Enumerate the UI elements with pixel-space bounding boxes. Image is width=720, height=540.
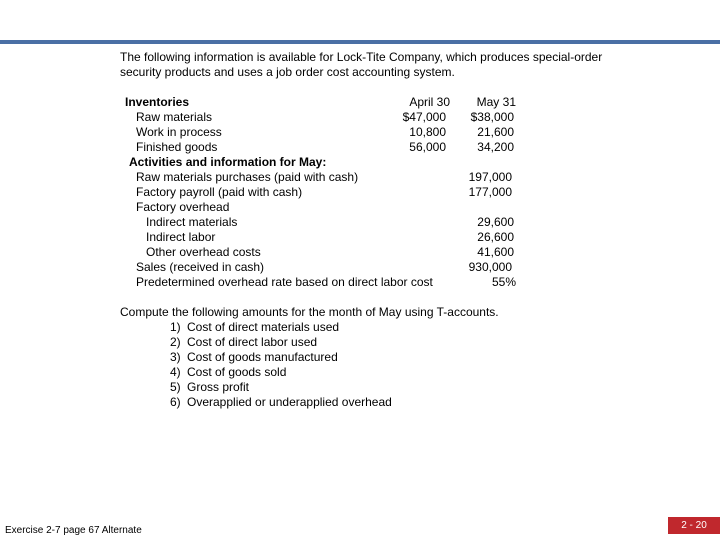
- compute-item-text: Cost of direct materials used: [187, 320, 340, 334]
- col-april-header: April 30: [409, 95, 450, 109]
- activities-heading: Activities and information for May:: [129, 155, 327, 169]
- inventory-may-raw-materials: $38,000: [470, 110, 514, 124]
- inventory-label-raw-materials: Raw materials: [136, 110, 213, 124]
- intro-line-2: security products and uses a job order cost accounting system.: [120, 65, 455, 79]
- compute-item-number: 6): [170, 395, 181, 409]
- activity-label-overhead-rate: Predetermined overhead rate based on direct labor cost: [136, 275, 433, 289]
- compute-item-number: 1): [170, 320, 181, 334]
- activity-value-sales: 930,000: [468, 260, 512, 274]
- activity-value-other-overhead: 41,600: [477, 245, 514, 259]
- compute-item-number: 2): [170, 335, 181, 349]
- activity-label-indirect-labor: Indirect labor: [146, 230, 216, 244]
- activity-value-raw-materials-purchases: 197,000: [468, 170, 512, 184]
- activity-label-indirect-materials: Indirect materials: [146, 215, 238, 229]
- activity-value-overhead-rate: 55%: [491, 275, 516, 289]
- compute-item-number: 4): [170, 365, 181, 379]
- compute-item-text: Overapplied or underapplied overhead: [187, 395, 392, 409]
- activity-label-raw-materials-purchases: Raw materials purchases (paid with cash): [136, 170, 359, 184]
- activity-label-factory-overhead: Factory overhead: [136, 200, 230, 214]
- compute-item-text: Gross profit: [187, 380, 250, 394]
- inventory-label-work-in-process: Work in process: [136, 125, 222, 139]
- compute-item-text: Cost of goods manufactured: [187, 350, 338, 364]
- inventory-may-work-in-process: 21,600: [477, 125, 514, 139]
- compute-item-number: 5): [170, 380, 181, 394]
- inventories-heading: Inventories: [125, 95, 190, 109]
- activity-label-factory-payroll: Factory payroll (paid with cash): [136, 185, 303, 199]
- compute-item-text: Cost of goods sold: [187, 365, 287, 379]
- activity-value-factory-payroll: 177,000: [468, 185, 512, 199]
- activity-value-indirect-materials: 29,600: [477, 215, 514, 229]
- activity-value-indirect-labor: 26,600: [477, 230, 514, 244]
- inventory-april-finished-goods: 56,000: [409, 140, 446, 154]
- intro-line-1: The following information is available for Lock-Tite Company, which produces special-order: [120, 50, 603, 64]
- slide-number-badge: 2 - 20: [668, 517, 720, 534]
- compute-item-text: Cost of direct labor used: [187, 335, 318, 349]
- footer-caption: Exercise 2-7 page 67 Alternate: [5, 525, 142, 536]
- col-may-header: May 31: [476, 95, 516, 109]
- inventory-april-work-in-process: 10,800: [409, 125, 446, 139]
- compute-intro: Compute the following amounts for the month of May using T-accounts.: [120, 305, 499, 319]
- inventory-may-finished-goods: 34,200: [477, 140, 514, 154]
- compute-item-number: 3): [170, 350, 181, 364]
- inventory-label-finished-goods: Finished goods: [136, 140, 218, 154]
- activity-label-other-overhead: Other overhead costs: [146, 245, 261, 259]
- top-accent-bar: [0, 40, 720, 44]
- activity-label-sales: Sales (received in cash): [136, 260, 265, 274]
- inventory-april-raw-materials: $47,000: [402, 110, 446, 124]
